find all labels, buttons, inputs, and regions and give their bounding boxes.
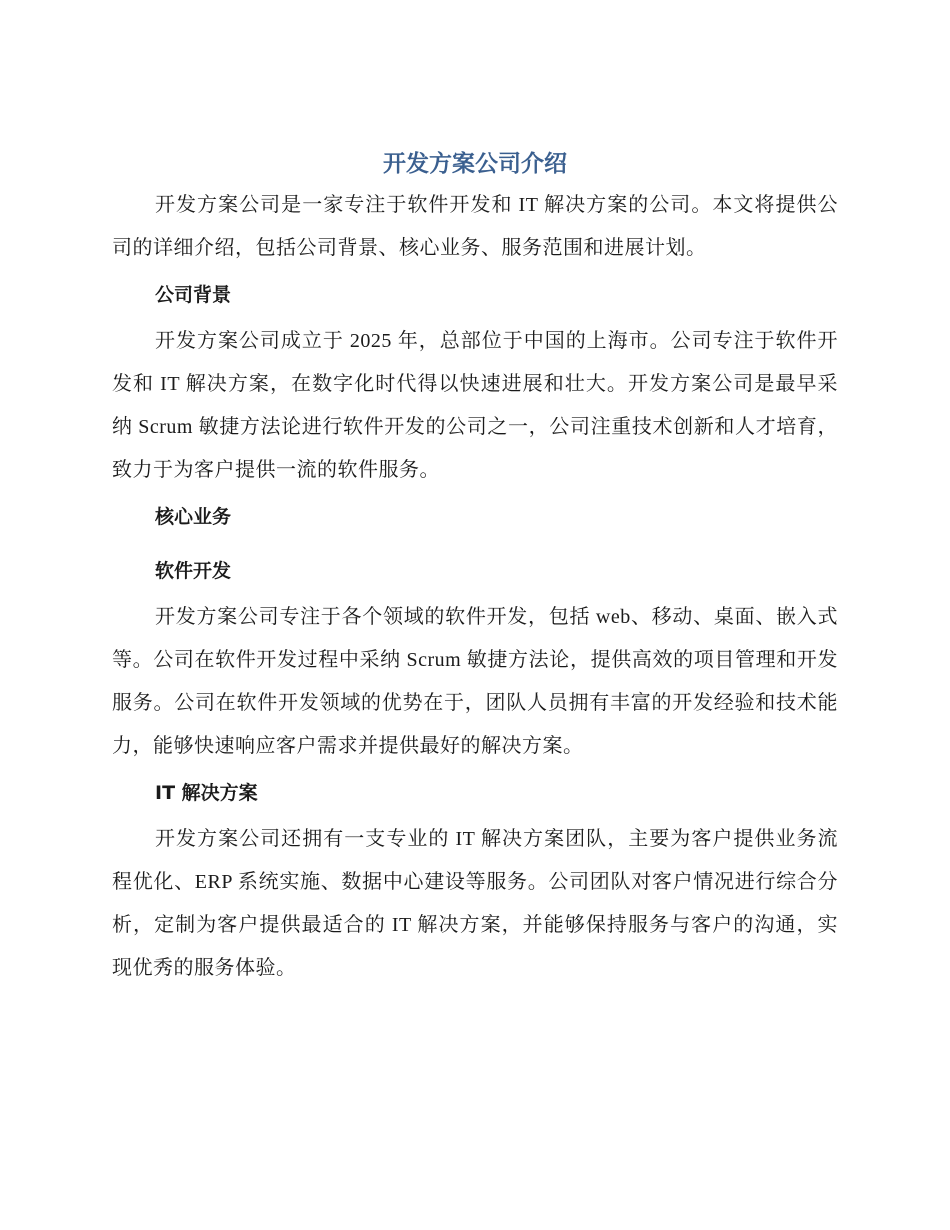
software-development-paragraph: 开发方案公司专注于各个领域的软件开发，包括 web、移动、桌面、嵌入式等。公司在软件开发过程中采纳 Scrum 敏捷方法论，提供高效的项目管理和开发服务。公司在软件开发领域的优势在于，团队人员拥有丰富的开发经验和技术能力，能够快速响应客户需求并提供最好的解决方案。: [112, 606, 838, 757]
section-heading-it-solutions: IT 解决方案: [155, 782, 258, 804]
section-heading-software-development: 软件开发: [155, 560, 232, 582]
spacer: [112, 589, 838, 596]
document-body: [112, 144, 838, 990]
spacer: [112, 535, 838, 553]
spacer: [112, 270, 838, 277]
intro-paragraph: 开发方案公司是一家专注于软件开发和 IT 解决方案的公司。本文将提供公司的详细介绍，包括公司背景、核心业务、服务范围和进展计划。: [112, 194, 838, 259]
it-solutions-paragraph: 开发方案公司还拥有一支专业的 IT 解决方案团队，主要为客户提供业务流程优化、ERP 系统实施、数据中心建设等服务。公司团队对客户情况进行综合分析，定制为客户提供最适合的 IT 解决方案，并能够保持服务与客户的沟通，实现优秀的服务体验。: [112, 828, 838, 979]
spacer: [112, 313, 838, 320]
background-paragraph: 开发方案公司成立于 2025 年，总部位于中国的上海市。公司专注于软件开发和 IT 解决方案，在数字化时代得以快速进展和壮大。开发方案公司是最早采纳 Scrum 敏捷方法论进行软件开发的公司之一，公司注重技术创新和人才培育，致力于为客户提供一流的软件服务。: [112, 330, 838, 481]
section-heading-core-business: 核心业务: [155, 506, 232, 528]
spacer: [112, 768, 838, 775]
spacer: [112, 492, 838, 499]
spacer: [112, 811, 838, 818]
section-heading-background: 公司背景: [155, 284, 232, 306]
document-title: 开发方案公司介绍: [383, 151, 567, 177]
